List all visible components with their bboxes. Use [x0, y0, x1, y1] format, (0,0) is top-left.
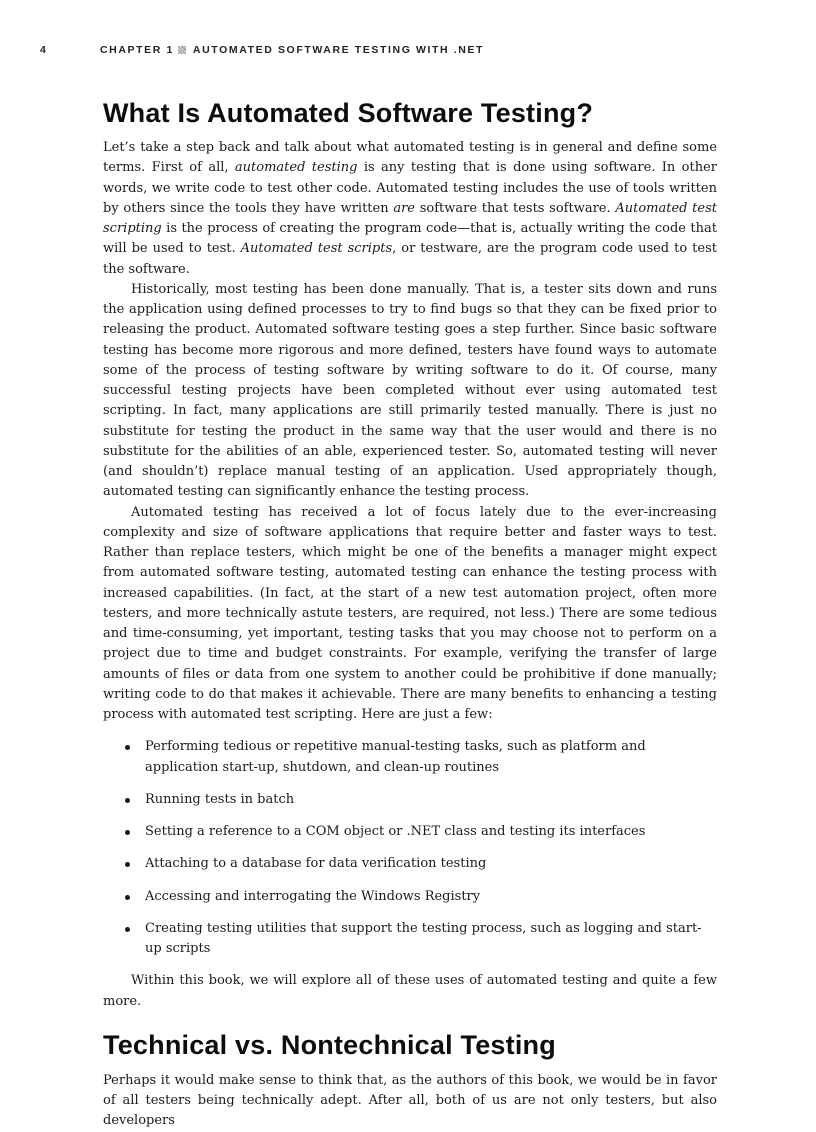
italic-word-are: are	[393, 200, 415, 216]
list-item	[103, 854, 717, 874]
chapter-number: CHAPTER 1	[100, 44, 174, 56]
italic-term-automated-test-scripting: Automated test scripting	[103, 200, 717, 236]
list-item-text: Creating testing utilities that support the testing process, such as logging and start-up scripts	[145, 920, 702, 956]
list-item	[103, 790, 717, 810]
paragraph-closing: Within this book, we will explore all of these uses of automated testing and quite a few more.	[103, 973, 717, 1009]
text-run: is the process of creating the program code—that is, actually writing the code that will be used to test.	[103, 221, 717, 257]
bullet-icon	[125, 830, 130, 835]
bullet-icon	[125, 862, 130, 867]
chapter-title: AUTOMATED SOFTWARE TESTING WITH .NET	[192, 44, 485, 56]
italic-term-automated-testing: automated testing	[234, 160, 358, 176]
list-item	[103, 737, 717, 778]
list-item	[103, 822, 717, 842]
text-run: is any testing that is done using software. In other words, we write code to test other code. Automated testing includes the use of tools written by others since the tools they have written	[103, 160, 717, 216]
bullet-icon	[125, 927, 130, 932]
chapter-label	[100, 43, 484, 57]
list-item	[103, 919, 717, 960]
list-item-text: Performing tedious or repetitive manual-testing tasks, such as platform and application start-up, shutdown, and clean-up routines	[145, 739, 646, 775]
list-item-text: Running tests in batch	[145, 791, 295, 807]
text-run: software that tests software.	[414, 200, 616, 216]
italic-term-automated-test-scripts: Automated test scripts	[240, 241, 393, 257]
paragraph-definitions	[103, 138, 717, 280]
paragraph-technical-intro: Perhaps it would make sense to think that, as the authors of this book, we would be in favor of all testers being technically adept. After all, both of us are not only testers, but also developers	[103, 1072, 717, 1129]
section-heading-technical-testing: Technical vs. Nontechnical Testing	[103, 1029, 556, 1060]
text-run: Let’s take a step back and talk about what automated testing is in general and define some terms. First of all,	[103, 140, 717, 176]
bullet-icon	[125, 745, 130, 750]
page-body	[103, 96, 717, 1132]
bullet-icon	[125, 895, 130, 900]
bullet-icon	[125, 798, 130, 803]
list-item-text: Accessing and interrogating the Windows Registry	[145, 888, 481, 904]
benefits-list	[103, 737, 717, 959]
separator-box-icon	[178, 46, 186, 54]
paragraph-history: Historically, most testing has been done manually. That is, a tester sits down and runs the application using defined processes to try to find bugs so that they can be fixed prior to releasing the product. Automated software testing goes a step further. Since basic software testing has become more rigorous and more defined, testers have found ways to automate some of the process of testing software by writing software to do it. Of course, many successful testing projects have been completed without ever using automated test scripting. In fact, many applications are still primarily tested manually. There is just no substitute for testing the product in the same way that the user would and there is no substitute for the abilities of an able, experienced tester. So, automated testing will never (and shouldn’t) replace manual testing of an application. Used appropriately though, automated testing can significantly enhance the testing process.	[103, 281, 717, 500]
section-heading-automated-testing: What Is Automated Software Testing?	[103, 98, 594, 128]
list-item-text: Setting a reference to a COM object or .NET class and testing its interfaces	[145, 824, 646, 839]
list-item-text: Attaching to a database for data verification testing	[145, 856, 487, 872]
paragraph-benefits: Automated testing has received a lot of focus lately due to the ever-increasing complexity and size of software applications that require better and faster ways to test. Rather than replace testers, which might be one of the benefits a manager might expect from automated software testing, automated testing can enhance the testing process with increased capabilities. (In fact, at the start of a new test automation project, often more testers, and more technically astute testers, are required, not less.) There are some tedious and time-consuming, yet important, testing tasks that you may choose not to perform on a project due to time and budget constraints. For example, verifying the transfer of large amounts of files or data from one system to another could be prohibitive if done manually; writing code to do that makes it achievable. There are many benefits to enhancing a testing process with automated test scripting. Here are just a few:	[103, 504, 717, 722]
page-number: 4	[40, 44, 48, 56]
text-run: , or testware, are the program code used to test the software.	[103, 241, 717, 277]
list-item	[103, 887, 717, 907]
running-header	[40, 43, 740, 57]
